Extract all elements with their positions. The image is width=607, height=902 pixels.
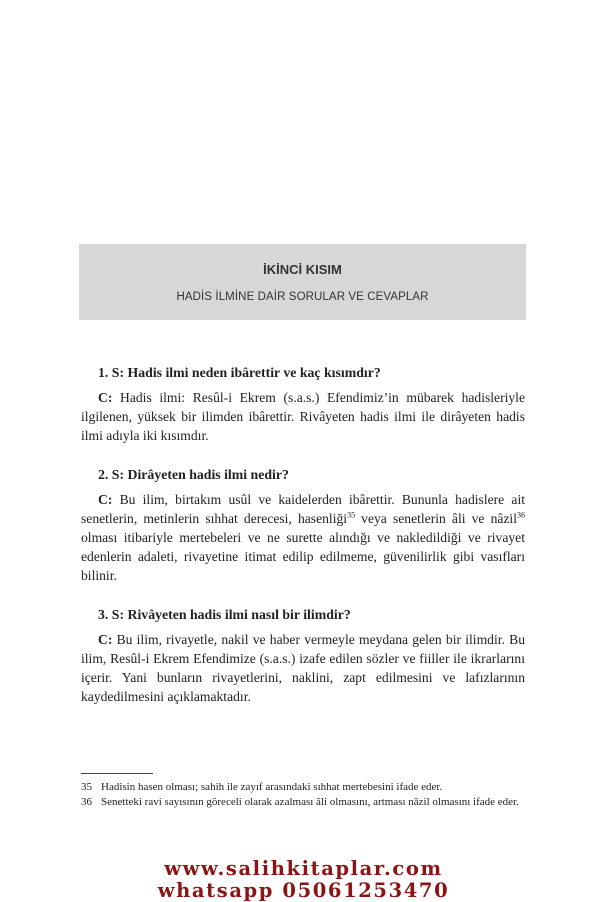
footnote-number: 36 xyxy=(81,796,92,808)
question-3: 3. S: Rivâyeten hadis ilmi nasıl bir ilimdir? xyxy=(98,606,351,622)
answer-2 xyxy=(81,490,525,586)
answer-1-text: Hadis ilmi: Resûl-i Ekrem (s.a.s.) Efendimiz’in mübarek hadisleriyle ilgilenen, yüksek bir ilimden ibârettir. Rivâyeten hadis ilmi ile dirâyeten hadis ilmi adıyla iki kısımdır. xyxy=(81,390,525,444)
question-2: 2. S: Dirâyeten hadis ilmi nedir? xyxy=(98,466,289,482)
watermark-whatsapp: whatsapp 05061253470 xyxy=(157,879,450,902)
answer-2-text-part2: veya senetlerin âli ve nâzil xyxy=(355,510,517,526)
footnote-text: Senetteki ravi sayısının göreceli olarak azalması âli olmasını, artması nâzil olmasını ifade eder. xyxy=(101,796,519,808)
footnote-divider xyxy=(81,773,153,774)
answer-3 xyxy=(81,630,525,707)
answer-3-text: Bu ilim, rivayetle, nakil ve haber vermeyle meydana gelen bir ilimdir. Bu ilim, Resûl-i Ekrem Efendimize (s.a.s.) izafe edilen sözler ve fiiller ile ikrarlarını içerir. Yani bunların rivayetlerini, naklini, zapt edilmesini ve lafızlarının kaydedilmesini açıklamaktadır. xyxy=(81,631,525,705)
section-header-banner xyxy=(79,244,526,320)
question-1: 1. S: Hadis ilmi neden ibârettir ve kaç kısımdır? xyxy=(98,365,381,380)
answer-1 xyxy=(81,388,525,446)
footnote-35 xyxy=(81,780,525,795)
footnote-ref-35[interactable]: 35 xyxy=(347,510,356,520)
publisher-watermark xyxy=(0,858,607,902)
watermark-website: www.salihkitaplar.com xyxy=(164,857,443,880)
footnote-number: 35 xyxy=(81,781,92,793)
footnote-36 xyxy=(81,795,525,810)
section-title: İKİNCİ KISIM xyxy=(263,262,342,277)
section-subtitle: HADİS İLMİNE DAİR SORULAR VE CEVAPLAR xyxy=(176,291,429,303)
answer-2-text-part1: Bu ilim, birtakım usûl ve kaidelerden ibârettir. Bununla hadislere ait senetlerin, metinlerin sıhhat derecesi, hasenliği xyxy=(81,491,525,526)
footnote-ref-36[interactable]: 36 xyxy=(517,510,525,520)
qa-content xyxy=(81,363,525,725)
footnotes xyxy=(81,780,525,810)
footnote-text: Hadisin hasen olması; sahih ile zayıf arasındaki sıhhat mertebesini ifade eder. xyxy=(101,781,443,793)
answer-2-lead: C: xyxy=(98,491,113,507)
answer-1-lead: C: xyxy=(98,390,113,405)
answer-2-text-part3: olması itibariyle mertebeleri ve ne surette alındığı ve nakledildiği ve rivayet edenlerin adaleti, rivayetine itimat edilip edilmeme, güvenilirlik gibi vasıfları bilinir. xyxy=(81,530,525,584)
answer-3-lead: C: xyxy=(98,631,113,647)
